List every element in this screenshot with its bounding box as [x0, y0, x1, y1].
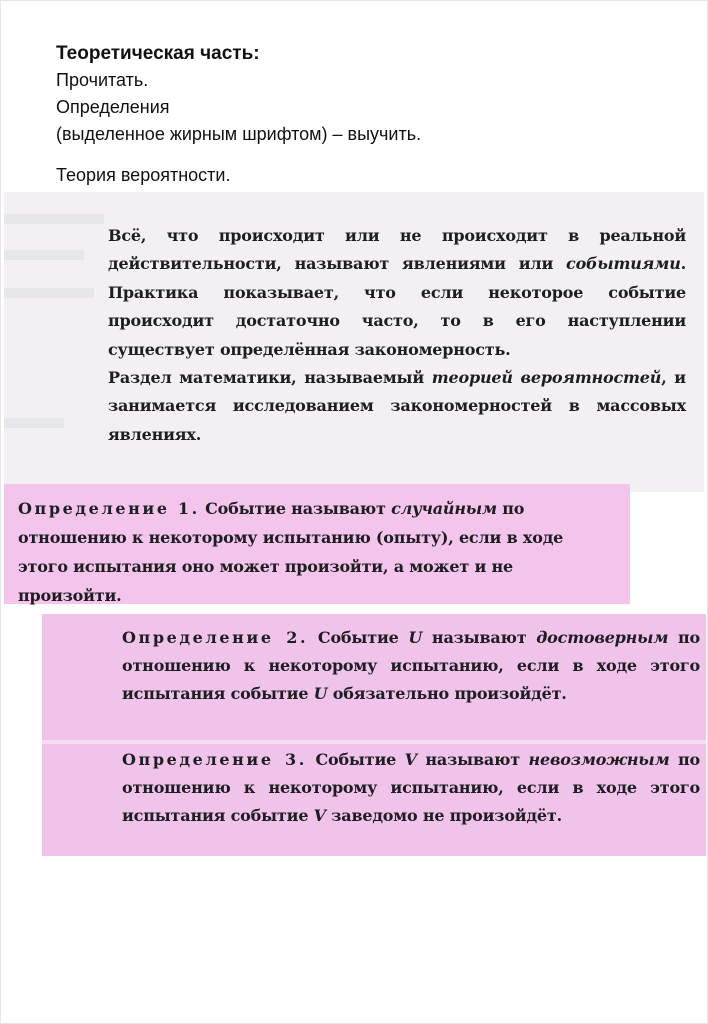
textbook-paragraph-1: Всё, что происходит или не происходит в реальной действительности, называют явлениями или событиями. Практика показывает, что если некоторое событие происходит достаточно часто, то в его наступлении существует определённая закономерность. — [108, 226, 686, 359]
bleed-through-mark — [4, 214, 104, 224]
bleed-through-mark — [4, 250, 84, 260]
bleed-through-mark — [4, 418, 64, 428]
topic-title: Теория вероятности. — [56, 165, 231, 185]
bleed-through-mark — [4, 288, 94, 298]
slide-header — [56, 40, 676, 189]
definition-2-text: Определение 2. Событие U называют достоверным по отношению к некоторому испытанию, если в ходе этого испытания событие U обязательно произойдёт. — [122, 628, 700, 703]
definition-1-box — [4, 484, 630, 604]
definition-3-label: Определение 3. — [122, 750, 307, 769]
instruction-definitions: Определения — [56, 97, 170, 117]
definition-2-label: Определение 2. — [122, 628, 309, 647]
textbook-paragraph — [108, 222, 686, 449]
instruction-read: Прочитать. — [56, 70, 149, 90]
section-title: Теоретическая часть: — [56, 43, 260, 64]
instruction-learn: (выделенное жирным шрифтом) – выучить. — [56, 124, 422, 144]
definition-3-text: Определение 3. Событие V называют невозможным по отношению к некоторому испытанию, если в ходе этого испытания событие V заведомо не произойдёт. — [122, 750, 700, 825]
definition-1-label: Определение 1. — [18, 499, 200, 518]
divider-band — [42, 740, 706, 744]
definitions-2-3-box — [42, 614, 706, 856]
definition-1-text: Определение 1. Событие называют случайным по отношению к некоторому испытанию (опыту), если в ходе этого испытания оно может произойти, а может и не произойти. — [18, 499, 564, 605]
textbook-paragraph-2: Раздел математики, называемый теорией вероятностей, и занимается исследованием закономерностей в массовых явлениях. — [108, 368, 686, 444]
